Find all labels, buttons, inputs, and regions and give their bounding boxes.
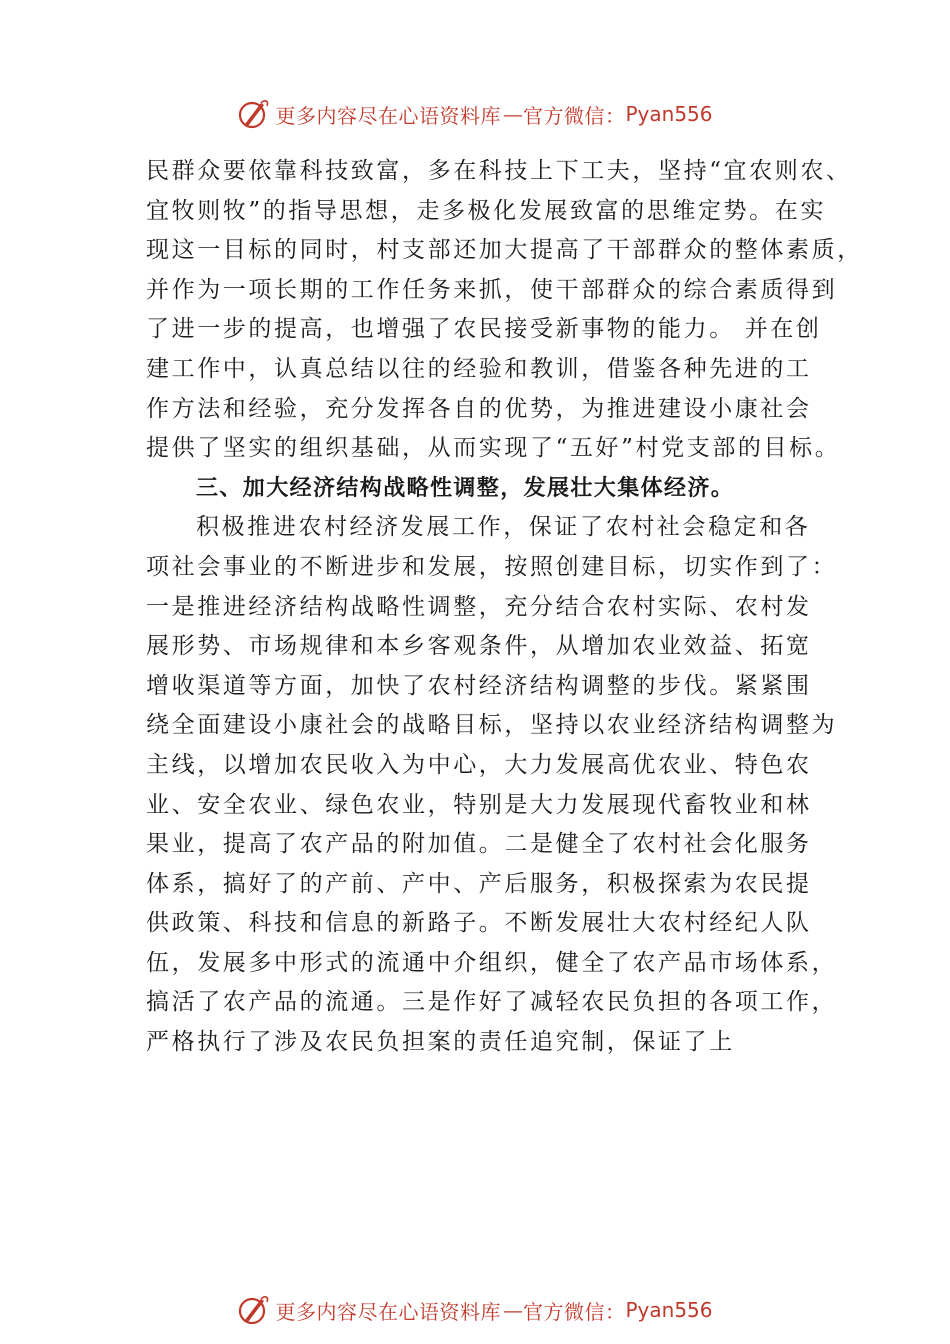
body-line: 主线，以增加农民收入为中心，大力发展高优农业、特色农 (146, 751, 812, 778)
body-line: 严格执行了涉及农民负担案的责任追究制，保证了上 (146, 1029, 735, 1056)
quill-pen-circle-icon (237, 97, 271, 131)
body-line: 绕全面建设小康社会的战略目标，坚持以农业经济结构调整为 (146, 712, 838, 739)
body-line: 展形势、市场规律和本乡客观条件，从增加农业效益、拓宽 (146, 633, 812, 660)
body-line: 建工作中，认真总结以往的经验和教训，借鉴各种先进的工 (146, 355, 812, 382)
footer-watermark (0, 1290, 950, 1330)
body-line: 民群众要依靠科技致富，多在科技上下工夫，坚持“宜农则农、 (146, 158, 852, 184)
body-line: 搞活了农产品的流通。三是作好了减轻农民负担的各项工作， (146, 989, 838, 1016)
watermark-main-text: 更多内容尽在心语资料库 (275, 1299, 501, 1324)
quill-pen-circle-icon (237, 1293, 271, 1327)
header-watermark (0, 94, 950, 134)
watermark-wechat-id: Pyan556 (625, 1298, 713, 1322)
watermark-label: 官方微信： (522, 103, 626, 128)
body-line: 了进一步的提高，也增强了农民接受新事物的能力。 并在创 (146, 316, 822, 343)
section-heading: 三、加大经济结构战略性调整，发展壮大集体经济。 (196, 475, 735, 501)
watermark-separator: — (502, 1298, 523, 1322)
paragraph-first-line: 积极推进农村经济发展工作，保证了农村社会稳定和各 (196, 514, 811, 541)
watermark-main-text: 更多内容尽在心语资料库 (275, 103, 501, 128)
watermark-separator: — (502, 102, 523, 126)
watermark-wechat-id: Pyan556 (625, 102, 713, 126)
body-line: 果业，提高了农产品的附加值。二是健全了农村社会化服务 (146, 831, 812, 858)
body-line: 并作为一项长期的工作任务来抓，使干部群众的综合素质得到 (146, 276, 838, 303)
body-line: 提供了坚实的组织基础，从而实现了“五好”村党支部的目标。 (146, 435, 841, 462)
body-line: 项社会事业的不断进步和发展，按照创建目标，切实作到了： (146, 553, 838, 580)
document-body (146, 152, 863, 1063)
body-line: 供政策、科技和信息的新路子。不断发展壮大农村经纪人队 (146, 910, 812, 937)
body-line: 体系，搞好了的产前、产中、产后服务，积极探索为农民提 (146, 870, 812, 897)
body-line: 伍，发展多中形式的流通中介组织，健全了农产品市场体系， (146, 949, 838, 976)
body-line: 现这一目标的同时，村支部还加大提高了干部群众的整体素质， (146, 237, 863, 264)
body-line: 宜牧则牧”的指导思想，走多极化发展致富的思维定势。在实 (146, 197, 826, 224)
body-line: 一是推进经济结构战略性调整，充分结合农村实际、农村发 (146, 593, 812, 620)
body-line: 作方法和经验，充分发挥各自的优势，为推进建设小康社会 (146, 395, 812, 422)
watermark-label: 官方微信： (522, 1299, 626, 1324)
body-line: 增收渠道等方面，加快了农村经济结构调整的步伐。紧紧围 (146, 672, 812, 699)
body-line: 业、安全农业、绿色农业，特别是大力发展现代畜牧业和林 (146, 791, 812, 818)
